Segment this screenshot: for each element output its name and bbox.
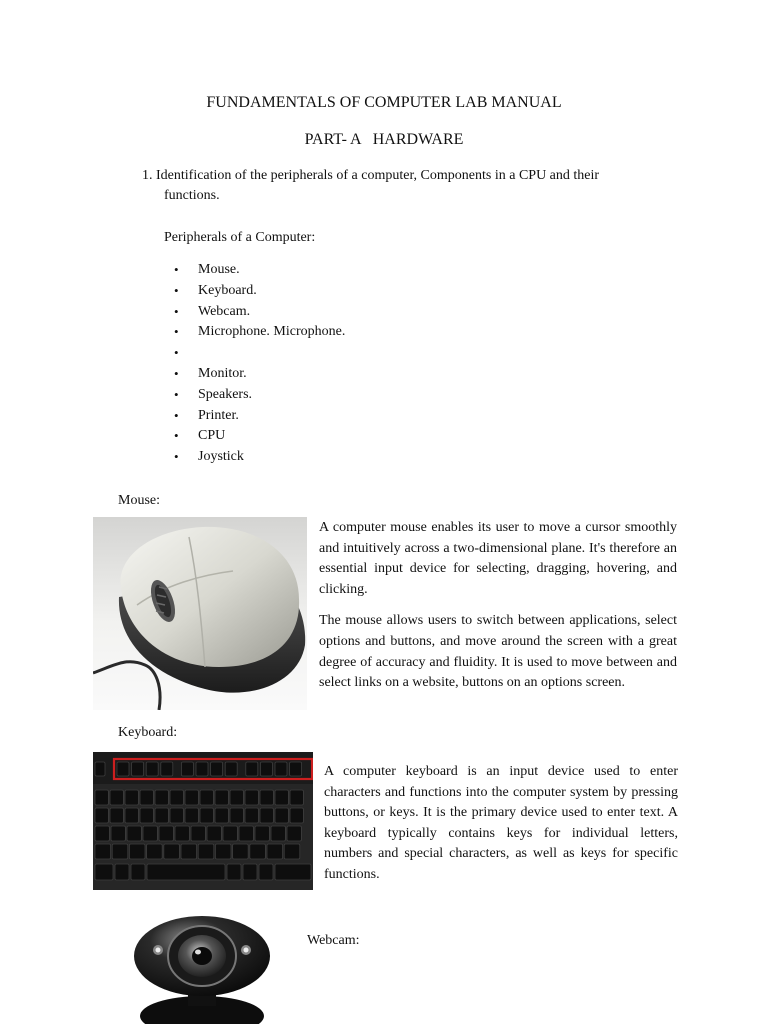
keyboard-description	[324, 762, 678, 886]
webcam-heading: Webcam:	[307, 933, 360, 948]
list-item: • Monitor.	[172, 364, 345, 385]
list-item: • Speakers.	[172, 385, 345, 406]
mouse-image	[93, 517, 307, 710]
keyboard-image	[93, 752, 313, 890]
list-item: • Joystick	[172, 447, 345, 468]
mouse-description	[319, 518, 677, 694]
keyboard-paragraph: A computer keyboard is an input device used to enter characters and functions into the computer system by pressing buttons, or keys. It is the primary device used to enter text. A keyboard typically contains keys for individual letters, numbers and special characters, as well as keys for specific functions.	[324, 764, 678, 882]
mouse-paragraph-2: The mouse allows users to switch between applications, select options and buttons, and move around the screen with a great degree of accuracy and fluidity. It is used to move between and select links on a website, buttons on an options screen.	[319, 613, 677, 691]
list-item	[172, 343, 345, 364]
question-number: 1.	[142, 168, 153, 183]
list-item: • Keyboard.	[172, 281, 345, 302]
document-title: FUNDAMENTALS OF COMPUTER LAB MANUAL	[206, 94, 562, 111]
part-heading: PART- A HARDWARE	[304, 131, 464, 148]
question-1	[142, 166, 652, 206]
peripherals-heading: Peripherals of a Computer:	[164, 230, 316, 245]
mouse-heading: Mouse:	[118, 493, 160, 508]
list-item: • Printer.	[172, 406, 345, 427]
question-text-line2: functions.	[164, 188, 220, 203]
list-item: • Microphone. Microphone.	[172, 322, 345, 343]
mouse-paragraph-1: A computer mouse enables its user to move a cursor smoothly and intuitively across a two-dimensional plane. It's therefore an essential input device for selecting, dragging, hovering, and clicking.	[319, 520, 677, 597]
webcam-image	[128, 912, 276, 1024]
list-item: • CPU	[172, 426, 345, 447]
list-item: • Webcam.	[172, 302, 345, 323]
keyboard-heading: Keyboard:	[118, 725, 178, 740]
question-text-line1: Identification of the peripherals of a computer, Components in a CPU and their	[156, 168, 600, 183]
list-item: • Mouse.	[172, 260, 345, 281]
peripherals-list	[172, 260, 345, 468]
